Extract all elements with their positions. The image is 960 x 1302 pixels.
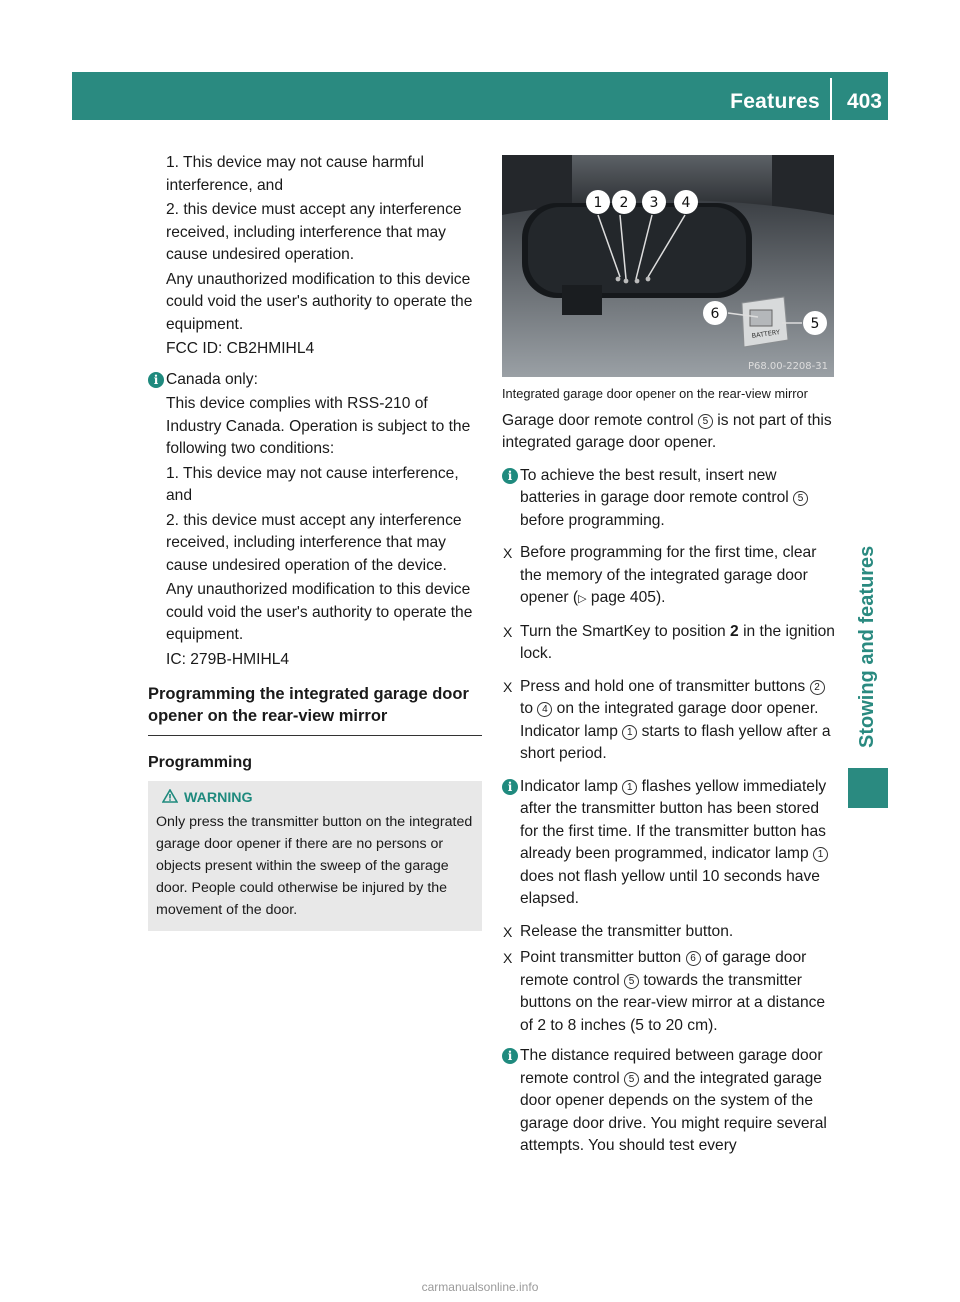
text-run: Indicator lamp [520, 777, 623, 795]
step-release [502, 921, 836, 944]
text-run: Point transmitter button [520, 949, 686, 966]
canada-statement: This device complies with RSS-210 of Industry Canada. Operation is subject to the following two conditions: [166, 395, 471, 457]
warning-title-row [156, 787, 474, 809]
text-run: on the integrated garage door opener. [552, 700, 819, 717]
text-run: is not part of this integrated garage door opener. [502, 411, 832, 451]
mirror-illustration [502, 155, 834, 377]
text-run: Release the transmitter button. [520, 922, 734, 940]
circled-1: 1 [622, 780, 637, 795]
callout-2: 2 [619, 195, 629, 211]
info-icon: i [502, 1048, 518, 1064]
callout-3: 3 [649, 195, 659, 211]
page-ref-arrow-icon: ▷ [578, 593, 587, 605]
canada-info [148, 369, 482, 672]
text-run: towards the transmitter buttons on the rear-view mirror at a distance of 2 to 8 inches (5 to 20 cm). [520, 971, 826, 1034]
text-run: to [520, 700, 538, 717]
remote-not-part [502, 410, 836, 455]
text-run: Garage door remote control [502, 411, 698, 429]
info-batteries [502, 465, 836, 533]
info-icon: i [148, 372, 164, 388]
text-run: The distance required between garage door remote control [520, 1047, 823, 1087]
footer-watermark: carmanualsonline.info [421, 1280, 539, 1294]
header-separator [830, 78, 832, 120]
circled-2: 2 [810, 680, 825, 695]
circled-5: 5 [624, 1072, 639, 1087]
warning-triangle-icon [162, 789, 178, 803]
callout-6: 6 [710, 306, 720, 322]
circled-5: 5 [698, 414, 713, 429]
info-distance [502, 1045, 836, 1158]
callout-1: 1 [593, 195, 603, 211]
canada-title: Canada only: [166, 370, 258, 388]
side-tab-marker [848, 768, 888, 808]
canada-modification-note: Any unauthorized modification to this device could void the user's authority to operate the equipment. [166, 581, 473, 643]
info-icon: i [502, 779, 518, 795]
step-icon: X [503, 678, 513, 695]
info-indicator-lamp [502, 776, 836, 911]
header-title: Features [730, 90, 820, 113]
text-run: flashes yellow immediately after the transmitter button has been stored for the first time. If the transmitter button has already been programmed, indicator lamp [520, 777, 827, 862]
fcc-condition-1: 1. This device may not cause harmful interference, and [166, 154, 424, 194]
fcc-id: FCC ID: CB2HMIHL4 [166, 340, 315, 357]
step-point-remote [502, 947, 836, 1037]
warning-text: Only press the transmitter button on the integrated garage door opener if there are no persons or objects present within the sweep of the garage door. People could otherwise be injured by the movement of the door. [156, 813, 473, 918]
info-icon: i [502, 468, 518, 484]
step-icon: X [503, 923, 513, 940]
step-icon: X [503, 545, 513, 561]
fcc-condition-2: 2. this device must accept any interference received, including interference that may cause undesired operation. [166, 201, 462, 263]
warning-title: WARNING [184, 789, 253, 806]
step-clear-memory [502, 542, 836, 611]
circled-1: 1 [813, 847, 828, 862]
circled-4: 4 [537, 702, 552, 717]
text-run: Indicator lamp [520, 722, 623, 740]
text-run: Before programming for the first time, clear the memory of the integrated garage door opener ( [520, 544, 817, 606]
header-bar [72, 72, 888, 120]
figure-caption: Integrated garage door opener on the rear-view mirror [502, 386, 808, 401]
text-run: ). [655, 589, 666, 606]
text-run: Press and hold one of transmitter buttons [520, 677, 810, 695]
figure-code: P68.00-2208-31 [747, 361, 828, 372]
text-run: Turn the SmartKey to position [520, 622, 731, 640]
canada-condition-1: 1. This device may not cause interference, and [166, 464, 459, 504]
page-ref-link[interactable]: page 405 [590, 589, 656, 606]
right-column [502, 155, 836, 1160]
circled-1: 1 [622, 725, 637, 740]
position-number: 2 [730, 622, 739, 640]
text-run: and the integrated garage door opener depends on the system of the garage door drive. You might require several attempts. You should test every [520, 1069, 827, 1154]
sub-heading: Programming [148, 754, 253, 771]
warning-box [148, 781, 482, 931]
circled-6: 6 [686, 951, 701, 966]
text-run: starts to flash yellow after a short period. [520, 722, 831, 762]
step-smartkey [502, 621, 836, 666]
step-icon: X [503, 950, 513, 966]
ic-id: IC: 279B-HMIHL4 [166, 650, 290, 668]
garage-remote-illustration [742, 297, 788, 347]
left-column [148, 152, 482, 931]
text-run: To achieve the best result, insert new batteries in garage door remote control [520, 466, 794, 506]
mirror-photo [502, 155, 834, 377]
callout-4: 4 [681, 195, 691, 211]
callout-5: 5 [810, 316, 820, 332]
text-run: of garage door remote control [520, 949, 807, 989]
step-icon: X [503, 623, 513, 640]
circled-5: 5 [624, 974, 639, 989]
side-tab [848, 120, 888, 748]
page-number: 403 [846, 90, 882, 113]
canada-condition-2: 2. this device must accept any interference received, including interference that may cause undesired operation of the device. [166, 511, 462, 574]
text-run: does not flash yellow until 10 seconds have elapsed. [520, 867, 820, 907]
battery-label: BATTERY [751, 328, 781, 340]
circled-5: 5 [793, 491, 808, 506]
side-tab-label: Stowing and features [856, 545, 878, 748]
text-run: in the ignition lock. [520, 622, 835, 662]
text-run: before programming. [520, 511, 665, 529]
section-heading: Programming the integrated garage door opener on the rear-view mirror [148, 683, 482, 736]
fcc-modification-note: Any unauthorized modification to this device could void the user's authority to operate the equipment. [166, 270, 473, 333]
step-press-hold [502, 676, 836, 766]
